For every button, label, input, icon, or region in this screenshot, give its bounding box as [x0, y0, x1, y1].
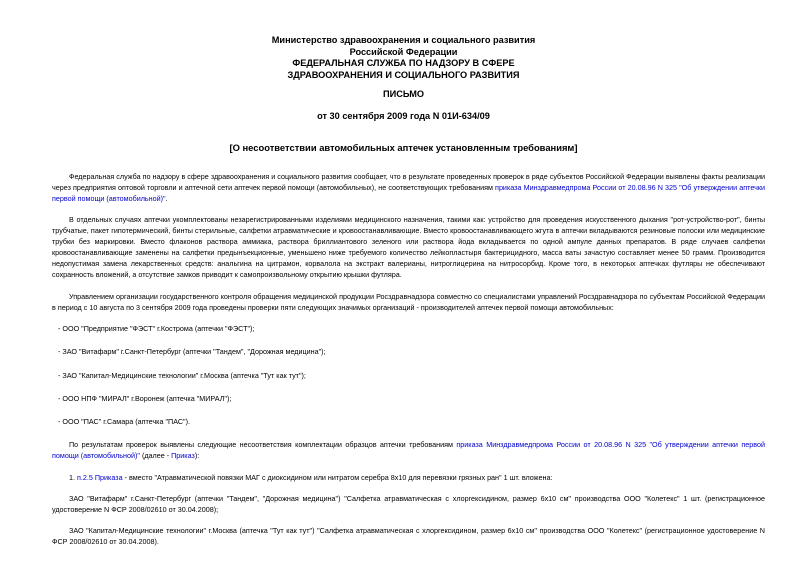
list-item: - ЗАО "Капитал-Медицинские технологии" г.Москва (аптечка "Тут как тут");	[58, 370, 306, 380]
paragraph-2: В отдельных случаях аптечки укомплектованы незарегистрированными изделиями медицинского назначения, такими как: устройство для проведения искусственного дыхания "рот-устройство-рот", бинты трубчатые, пакет гипотермический, бинты стерильные, салфетки атравматические и кровоостанавливающие. Вместо кровоостанавливающего жгута в аптечки вкладываются резиновые полоски или медицинские трубки без маркировки. Вместо флаконов раствора аммиака, раствора бриллиантового зеленого или раствора йода вкладывается по одной ампуле данных препаратов. В ряде случаев салфетки кровоостанавливающие заменены на салфетки предынъекционные, уменьшено ниже требуемого количество лейкопластыря бактерицидного, масса ваты зачастую составляет менее 50 грамм. Производится недопустимая замена лекарственных средств: анальгина на цитрамон, корвалола на экстракт валерианы, нитроглицерина на нитросорбид. Кроме того, в некоторых аптечках футляры не обеспечивают сохранность вложений, а отсутствие замков приводит к самопроизвольному открытию крышки футляра.	[52, 215, 765, 280]
list-item: - ЗАО "Витафарм" г.Санкт-Петербург (аптечки "Тандем", "Дорожная медицина");	[58, 347, 326, 357]
paragraph-4-tail: ):	[194, 451, 200, 461]
service-name-line2: ЗДРАВООХРАНЕНИЯ И СОЦИАЛЬНОГО РАЗВИТИЯ	[287, 69, 520, 80]
document-subject: [О несоответствии автомобильных аптечек установленным требованиям]	[229, 142, 578, 153]
paragraph-1	[52, 171, 765, 204]
country-name: Российской Федерации	[349, 46, 458, 57]
paragraph-4-mid: (далее -	[139, 451, 172, 461]
document-type: ПИСЬМО	[382, 89, 425, 99]
paragraph-5-text: - вместо "Атравматической повязки МАГ с диоксидином или нитратом серебра 8х10 для перевязки грязных ран" 1 шт. вложена:	[122, 472, 553, 482]
order-short-link[interactable]: Приказ	[171, 451, 195, 461]
order-clause-link[interactable]: п.2.5 Приказа	[77, 472, 123, 482]
paragraph-1-text: Федеральная служба по надзору в сфере здравоохранения и социального развития сообщает, что в результате проведенных проверок в ряде субъектов Российской Федерации выявлены факты реализации через предприятия оптовой торговли и аптечной сети аптечек первой помощи (автомобильных), не соответствующих требованиям	[52, 172, 765, 192]
ministry-name: Министерство здравоохранения и социального развития	[271, 35, 536, 45]
order-325-link[interactable]: приказа Минздравмедпрома России от 20.08.96 N 325 "Об утверждении аптечки первой помощи (автомобильной)"	[52, 183, 765, 203]
order-325-link[interactable]: приказа Минздравмедпрома России от 20.08.96 N 325 "Об утверждении аптечки первой помощи (автомобильной)"	[52, 440, 765, 461]
paragraph-1-tail: .	[165, 194, 168, 203]
paragraph-3: Управлением организации государственного контроля обращения медицинской продукции Росздравнадзора совместно со специалистами управлений Росздравнадзора по субъектам Российской Федерации в период с 10 августа по 3 сентября 2009 года проведены проверки пяти следующих значимых организаций - производителей аптечек первой помощи автомобильных:	[52, 291, 765, 312]
item-number: 1.	[69, 472, 77, 482]
list-item: - ООО "ПАС" г.Самара (аптечка "ПАС").	[58, 416, 190, 426]
list-item: - ООО НПФ "МИРАЛ" г.Воронеж (аптечка "МИРАЛ");	[58, 393, 232, 403]
paragraph-5	[52, 472, 765, 483]
document-date-number: от 30 сентября 2009 года N 01И-634/09	[317, 111, 490, 121]
document-body	[52, 171, 765, 558]
paragraph-4-text: По результатам проверок выявлены следующие несоответствия комплектации образцов аптечки требованиям	[69, 440, 457, 450]
paragraph-6: ЗАО "Витафарм" г.Санкт-Петербург (аптечки "Тандем", "Дорожная медицина") "Салфетка атравматическая с хлоргексидином, размер 6х10 см" производства ООО "Колетекс" 1 шт. (регистрационное удостоверение N ФСР 2008/02610 от 30.04.2008);	[52, 493, 765, 514]
paragraph-4	[52, 439, 765, 461]
paragraph-7: ЗАО "Капитал-Медицинские технологии" г.Москва (аптечка "Тут как тут") "Салфетка атравматическая с хлоргексидином, размер 6х10 см" производства ООО "Колетекс" (регистрационное удостоверение N ФСР 2008/02610 от 30.04.2008).	[52, 526, 765, 547]
issuer-header	[0, 35, 807, 81]
list-item: - ООО "Предприятие "ФЭСТ" г.Кострома (аптечки "ФЭСТ");	[58, 324, 255, 334]
service-name-line1: ФЕДЕРАЛЬНАЯ СЛУЖБА ПО НАДЗОРУ В СФЕРЕ	[292, 58, 515, 68]
